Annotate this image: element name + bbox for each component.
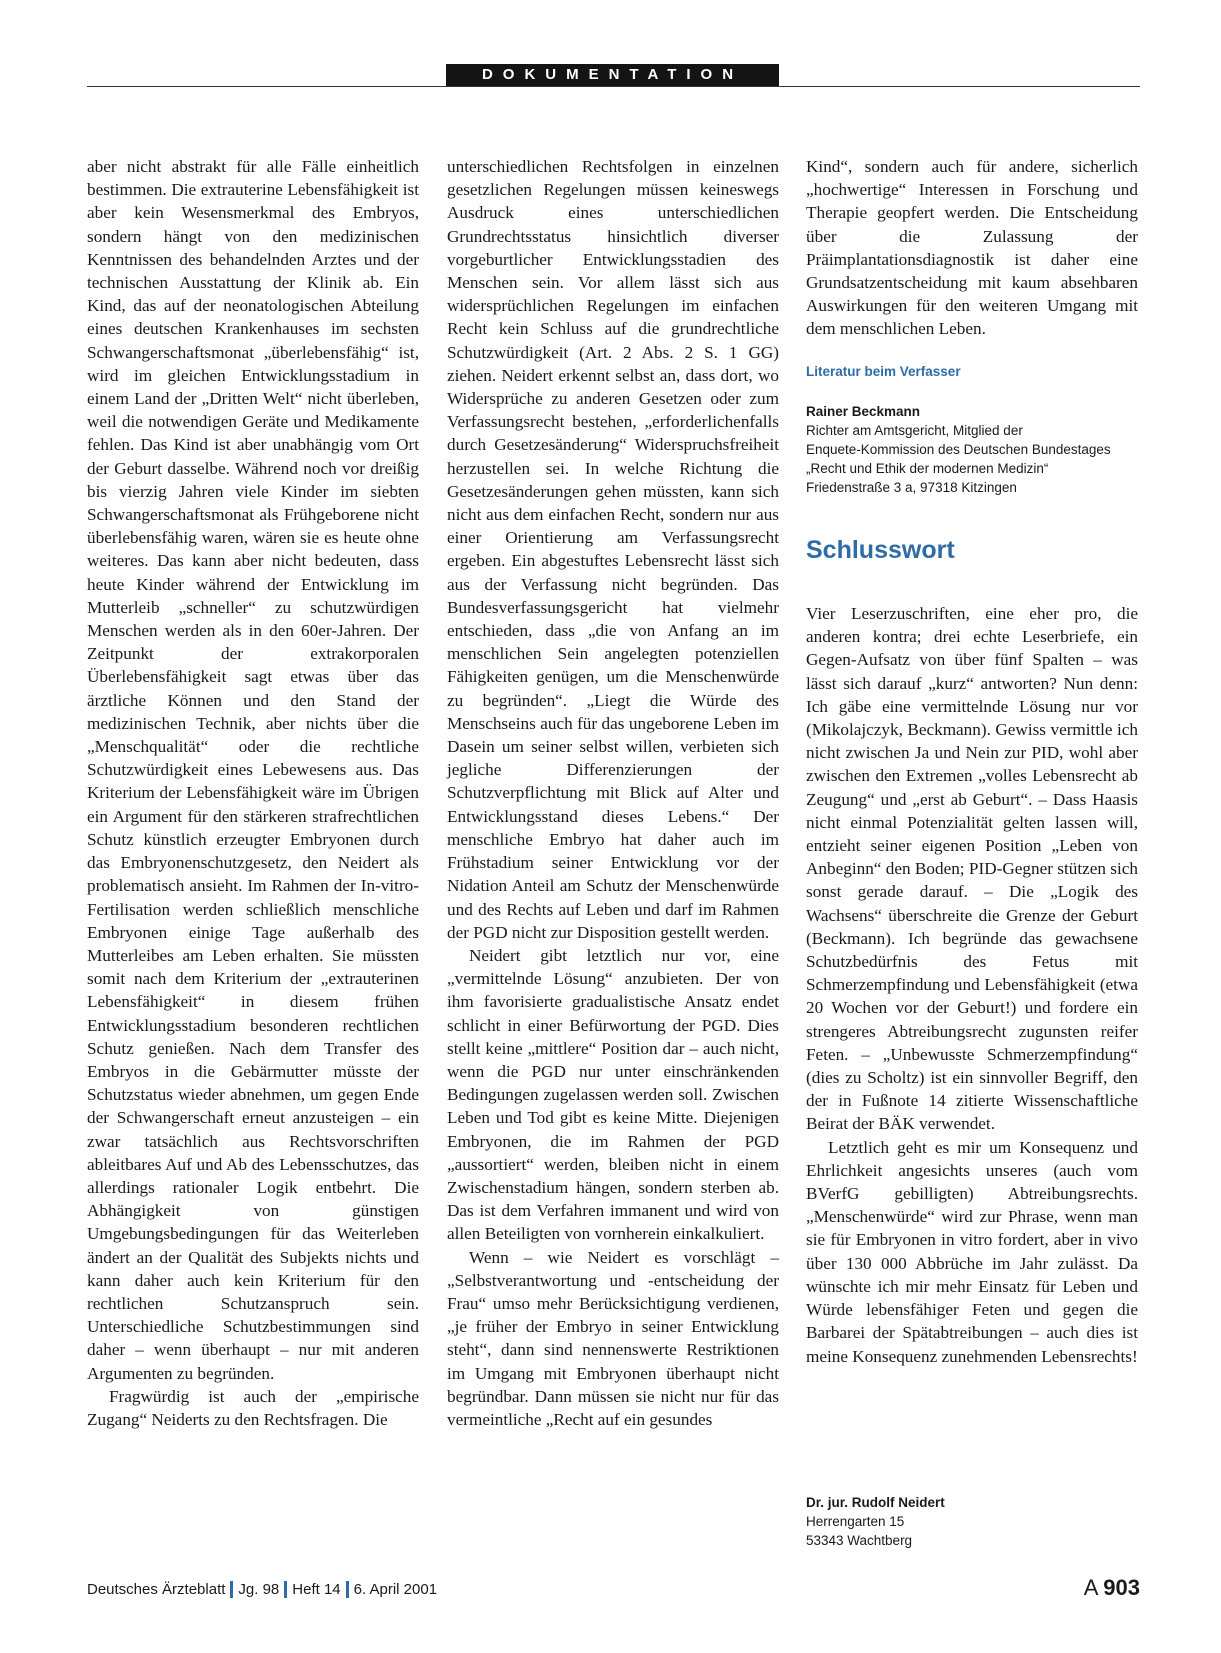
author-block [806, 1493, 1146, 1550]
header-rule [87, 86, 1140, 87]
journal-name: Deutsches Ärzteblatt [87, 1581, 226, 1598]
paragraph: Neidert gibt letztlich nur vor, eine „vermittelnde Lösung“ anzubieten. Der von ihm favorisierte gradualistische Ansatz endet schlicht in einer Befürwortung der PGD. Dies stellt keine „mittlere“ Position dar – auch nicht, wenn die PGD nur unter einschränkenden Bedingungen zugelassen werden soll. Zwischen Leben und Tod gibt es keine Mitte. Diejenigen Embryonen, die im Rahmen der PGD „aussortiert“ werden, bleiben nicht in einem Zwischenstadium hängen, sondern sterben ab. Das ist dem Verfahren immanent und wird von allen Beteiligten von vornherein einkalkuliert. [447, 945, 779, 1244]
paragraph: Kind“, sondern auch für andere, sicherlich „hochwertige“ Interessen in Forschung und Therapie geopfert werden. Die Entscheidung über die Zulassung der Präimplantationsdiagnostik ist daher eine Grundsatzentscheidung mit kaum absehbaren Auswirkungen für den weiteren Umgang mit dem menschlichen Leben. [806, 157, 1138, 339]
paragraph: Letztlich geht es mir um Konsequenz und Ehrlichkeit angesichts unseres (auch vom BVerfG gebilligten) Abtreibungsrechts. „Menschenwürde“ wird zur Phrase, wenn man sie für Embryonen in vitro fordert, aber in vivo über 130 000 Abbrüche im Jahr zulässt. Da wünschte ich mir mehr Einsatz für Leben und Würde lebensfähiger Feten und gegen die Barbarei der Spätabtreibungen – auch dies ist meine Konsequenz zunehmenden Lebensrechts! [806, 1137, 1138, 1366]
paragraph: Vier Leserzuschriften, eine eher pro, die anderen kontra; drei echte Leserbriefe, ein Gegen-Aufsatz von über fünf Spalten – was lässt sich darauf „kurz“ antworten? Nun denn: Ich gäbe eine vermittelnde Lösung nur vor (Mikolajczyk, Beckmann). Gewiss vermittle ich nicht zwischen Ja und Nein zur PID, wohl aber zwischen den Extremen „volles Lebensrecht ab Zeugung“ und „erst ab Geburt“. – Dass Haasis nicht einmal Potenzialität gelten lassen will, entzieht seiner eigenen Position „Leben von Anbeginn“ den Boden; PID-Gegner stützen sich sonst gerade darauf. – Die „Logik des Wachsens“ überschreite die Grenze der Geburt (Beckmann). Ich begründe das gewachsene Schutzbedürfnis des Fetus mit Schmerzempfindung und Lebensfähigkeit (etwa 20 Wochen vor der Geburt!) und fordere ein strengeres Abtreibungsrecht zugunsten reifer Feten. – „Unbewusste Schmerzempfindung“ (dies zu Scholtz) ist ein sinnvoller Begriff, den der in Fußnote 14 zitierte Wissenschaftliche Beirat der BÄK verwendet. [806, 604, 1138, 1134]
volume: Jg. 98 [238, 1581, 280, 1598]
text-column-2 [447, 155, 779, 1431]
separator [284, 1581, 287, 1598]
author-name: Rainer Beckmann [806, 404, 921, 419]
footer-citation [87, 1581, 437, 1598]
page-number [1084, 1575, 1140, 1601]
author-name: Dr. jur. Rudolf Neidert [806, 1495, 945, 1510]
paragraph: Wenn – wie Neidert es vorschlägt – „Selbstverantwortung und -entscheidung der Frau“ umso mehr Berücksichtigung verdienen, „je früher der Embryo in seiner Entwicklung steht“, dann sind nennenswerte Restriktionen im Umgang mit Embryonen überhaupt nicht begründbar. Dann müssen sie nicht nur für das vermeintliche „Recht auf ein gesundes [447, 1247, 779, 1429]
author-line: „Recht und Ethik der modernen Medizin“ [806, 461, 1049, 476]
section-heading: Schlusswort [806, 536, 955, 564]
author-block [806, 402, 1146, 497]
paragraph: unterschiedlichen Rechtsfolgen in einzelnen gesetzlichen Regelungen müssen keineswegs Ausdruck eines unterschiedlichen Grundrechtsstatus hinsichtlich diverser vorgeburtlicher Entwicklungsstadien des Menschen sein. Vor allem lässt sich aus widersprüchlichen Regelungen im einfachen Recht kein Schluss auf die grundrechtliche Schutzwürdigkeit (Art. 2 Abs. 2 S. 1 GG) ziehen. Neidert erkennt selbst an, dass dort, wo Widersprüche zu anderen Gesetzen oder zum Verfassungsrecht bestehen, „erforderlichenfalls durch Gesetzesänderung“ Widerspruchsfreiheit herzustellen sei. In welche Richtung die Gesetzesänderungen gehen müssten, kann sich nicht aus dem einfachen Recht, sondern nur aus einer Orientierung am Verfassungsrecht ergeben. Ein abgestuftes Lebensrecht lässt sich aus der Verfassung nicht begründen. Das Bundesverfassungsgericht hat vielmehr entschieden, dass „die von Anfang an im menschlichen Sein angelegten potenziellen Fähigkeiten genügen, um die Menschenwürde zu begründen“. „Liegt die Würde des Menschseins auch für das ungeborene Leben im Dasein um seiner selbst willen, verbieten sich jegliche Differenzierungen der Schutzverpflichtung mit Blick auf Alter und Entwicklungsstand dieses Lebens.“ Der menschliche Embryo hat daher auch im Frühstadium seiner Entwicklung vor der Nidation Anteil am Schutz der Menschenwürde und des Rechts auf Leben und darf im Rahmen der PGD nicht zur Disposition gestellt werden. [447, 157, 779, 942]
author-line: Herrengarten 15 [806, 1514, 905, 1529]
paragraph: Fragwürdig ist auch der „empirische Zugang“ Neiderts zu den Rechtsfragen. Die [87, 1386, 419, 1429]
paragraph: aber nicht abstrakt für alle Fälle einheitlich bestimmen. Die extrauterine Lebensfähigkeit ist aber kein Wesensmerkmal des Embryos, sondern hängt von den medizinischen Kenntnissen des behandelnden Arztes und der technischen Ausstattung der Klinik ab. Ein Kind, das auf der neonatologischen Abteilung eines deutschen Krankenhauses im sechsten Schwangerschaftsmonat „überlebensfähig“ ist, wird im gleichen Entwicklungsstadium in einem Land der „Dritten Welt“ nicht überleben, weil die notwendigen Geräte und Medikamente fehlen. Das Kind ist aber unabhängig vom Ort der Geburt dasselbe. Während noch vor dreißig bis vierzig Jahren viele Kinder im siebten Schwangerschaftsmonat als Frühgeborene nicht überlebensfähig waren, wären sie es heute ohne weiteres. Das kann aber nicht bedeuten, dass heute Kinder während der Entwicklung im Mutterleib „schneller“ zu schutzwürdigen Menschen werden als in den 60er-Jahren. Der Zeitpunkt der extrakorporalen Überlebensfähigkeit sagt etwas über das ärztliche Können und den Stand der medizinischen Technik, aber nichts über die „Menschqualität“ oder die rechtliche Schutzwürdigkeit eines Lebewesens aus. Das Kriterium der Lebensfähigkeit wäre im Übrigen ein Argument für den stärkeren strafrechtlichen Schutz künstlich erzeugter Embryonen durch das Embryonenschutzgesetz, den Neidert als problematisch ansieht. Im Rahmen der In-vitro-Fertilisation werden schließlich menschliche Embryonen einige Tage außerhalb des Mutterleibes am Leben erhalten. Sie müssten somit nach dem Kriterium der „extrauterinen Lebensfähigkeit“ in diesem frühen Entwicklungsstadium besonderen rechtlichen Schutz genießen. Nach dem Transfer des Embryos in die Gebärmutter müsste der Schutzstatus wieder abnehmen, um gegen Ende der Schwangerschaft erneut anzusteigen – ein zwar tatsächlich aus Rechtsvorschriften ableitbares Auf und Ab des Lebensschutzes, das allerdings rationaler Logik entbehrt. Die Abhängigkeit von günstigen Umgebungsbedingungen für das Weiterleben ändert an der Qualität des Subjekts nichts und kann daher auch kein Kriterium für den rechtlichen Schutzanspruch sein. Unterschiedliche Schutzbestimmungen sind daher – wenn überhaupt – nur mit anderen Argumenten zu begründen. [87, 157, 419, 1383]
separator [346, 1581, 349, 1598]
issue: Heft 14 [292, 1581, 341, 1598]
separator [230, 1581, 233, 1598]
page-number-value: 903 [1103, 1575, 1140, 1600]
literature-note: Literatur beim Verfasser [806, 364, 961, 379]
text-column-3 [806, 155, 1138, 341]
page-prefix: A [1083, 1575, 1098, 1600]
schlusswort-text [806, 602, 1138, 1368]
author-line: Enquete-Kommission des Deutschen Bundestages [806, 442, 1111, 457]
section-label: DOKUMENTATION [446, 64, 779, 86]
author-line: Richter am Amtsgericht, Mitglied der [806, 423, 1023, 438]
author-line: Friedenstraße 3 a, 97318 Kitzingen [806, 480, 1017, 495]
text-column-1 [87, 155, 419, 1431]
author-line: 53343 Wachtberg [806, 1533, 913, 1548]
date: 6. April 2001 [353, 1581, 438, 1598]
